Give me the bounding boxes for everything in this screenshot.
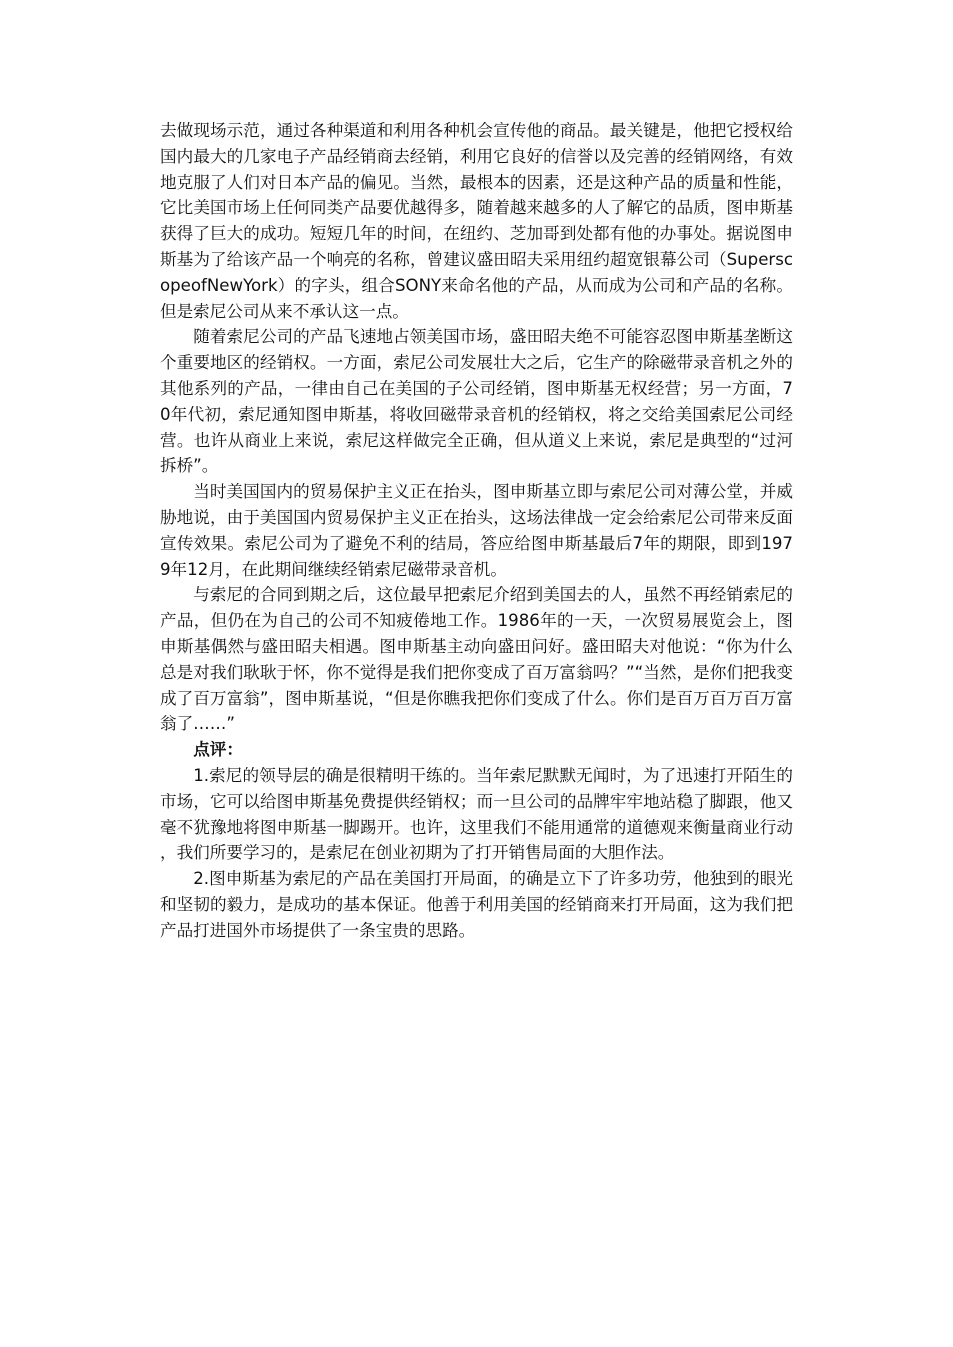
paragraph-distribution-rights: 随着索尼公司的产品飞速地占领美国市场，盛田昭夫绝不可能容忍图申斯基垄断这个重要地区的经销权。一方面，索尼公司发展壮大之后，它生产的除磁带录音机之外的其他系列的产品，一律由自己在美国的子公司经销，图申斯基无权经营；另一方面，70年代初，索尼通知图申斯基，将收回磁带录音机的经销权，将之交给美国索尼公司经营。也许从商业上来说，索尼这样做完全正确，但从道义上来说，索尼是典型的“过河拆桥”。 bbox=[160, 327, 793, 476]
body-text bbox=[160, 118, 793, 944]
comment-item-1: 1.索尼的领导层的确是很精明干练的。当年索尼默默无闻时，为了迅速打开陌生的市场，它可以给图申斯基免费提供经销权；而一旦公司的品牌牢牢地站稳了脚跟，他又毫不犹豫地将图申斯基一脚踢开。也许，这里我们不能用通常的道德观来衡量商业行动，我们所要学习的，是索尼在创业初期为了打开销售局面的大胆作法。 bbox=[160, 765, 793, 863]
comment-heading: 点评： bbox=[193, 740, 243, 760]
paragraph-continued: 去做现场示范，通过各种渠道和利用各种机会宣传他的商品。最关键是，他把它授权给国内最大的几家电子产品经销商去经销，利用它良好的信誉以及完善的经销网络，有效地克服了人们对日本产品的偏见。当然，最根本的因素，还是这种产品的质量和性能，它比美国市场上任何同类产品要优越得多，随着越来越多的人了解它的品质，图申斯基获得了巨大的成功。短短几年的时间，在纽约、芝加哥到处都有他的办事处。据说图申斯基为了给该产品一个响亮的名称，曾建议盛田昭夫采用纽约超宽银幕公司（SuperscopeofNewYork）的字头，组合SONY来命名他的产品，从而成为公司和产品的名称。但是索尼公司从来不承认这一点。 bbox=[160, 121, 793, 321]
paragraph-lawsuit: 当时美国国内的贸易保护主义正在抬头，图申斯基立即与索尼公司对薄公堂，并威胁地说，由于美国国内贸易保护主义正在抬头，这场法律战一定会给索尼公司带来反面宣传效果。索尼公司为了避免不利的结局，答应给图申斯基最后7年的期限，即到1979年12月，在此期间继续经销索尼磁带录音机。 bbox=[160, 482, 793, 579]
paragraph-meeting: 与索尼的合同到期之后，这位最早把索尼介绍到美国去的人，虽然不再经销索尼的产品，但仍在为自己的公司不知疲倦地工作。1986年的一天，一次贸易展览会上，图申斯基偶然与盛田昭夫相遇。图申斯基主动向盛田问好。盛田昭夫对他说：“你为什么总是对我们耿耿于怀，你不觉得是我们把你变成了百万富翁吗？”“当然，是你们把我变成了百万富翁”，图申斯基说，“但是你瞧我把你们变成了什么。你们是百万百万百万富翁了……” bbox=[160, 585, 793, 734]
comment-item-2: 2.图申斯基为索尼的产品在美国打开局面，的确是立下了许多功劳，他独到的眼光和坚韧的毅力，是成功的基本保证。他善于利用美国的经销商来打开局面，这为我们把产品打进国外市场提供了一条宝贵的思路。 bbox=[160, 869, 793, 940]
